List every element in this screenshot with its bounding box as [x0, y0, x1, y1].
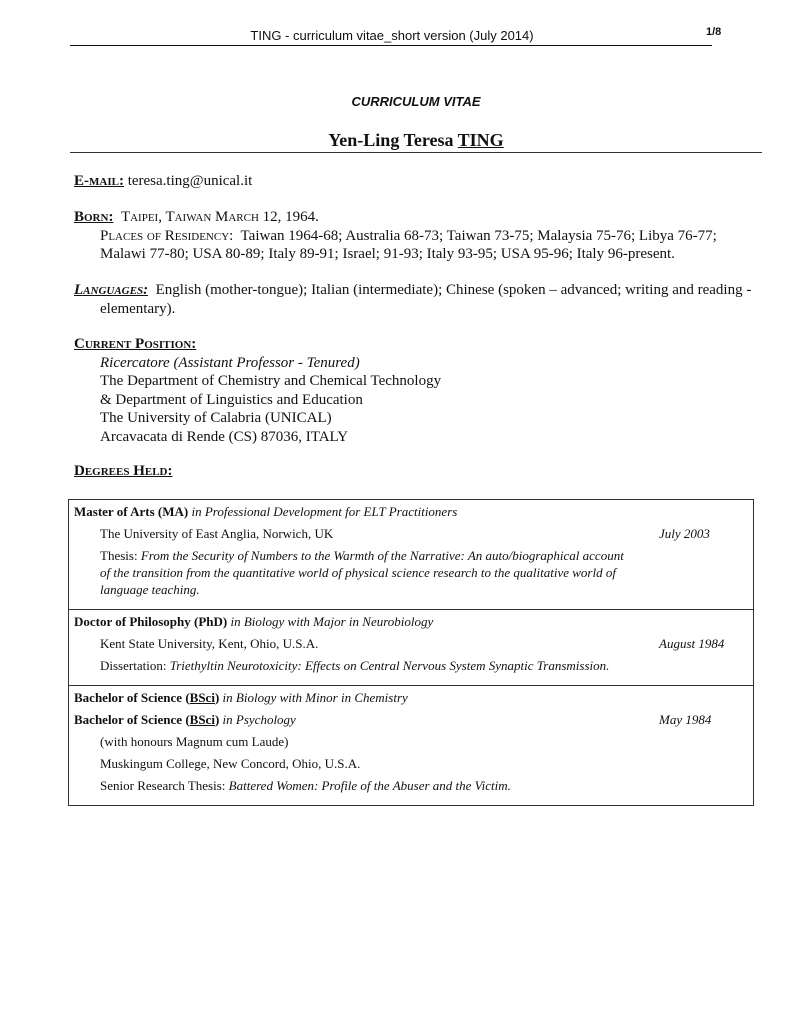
email-label: E-mail: [74, 173, 124, 189]
residency-label: Places of Residency: [100, 227, 234, 244]
running-header: TING - curriculum vitae_short version (July 2014) [250, 28, 534, 43]
bsc1-title-c: ) [214, 690, 220, 705]
languages-label: Languages: [74, 282, 149, 298]
position-dept-1: The Department of Chemistry and Chemical Technology [100, 373, 442, 389]
page-number: 1/8 [706, 26, 722, 38]
person-name [0, 130, 791, 151]
degrees-table [68, 499, 754, 806]
header-divider [70, 45, 712, 46]
bsc1-field: in Biology with Minor in Chemistry [222, 690, 408, 705]
position-university: The University of Calabria (UNICAL) [100, 410, 332, 426]
bsc2-title-b: BSci [189, 712, 215, 727]
ma-title: Master of Arts (MA) [74, 504, 189, 519]
document-heading: CURRICULUM VITAE [351, 94, 481, 109]
ma-thesis: From the Security of Numbers to the Warmth of the Narrative: An auto/biographical account of the transition from the quantitative world of physical science research to the qualitative world of language teaching. [100, 548, 624, 597]
bsc2-title-a: Bachelor of Science ( [74, 712, 190, 727]
bsc-honours: (with honours Magnum cum Laude) [100, 734, 289, 749]
ma-field: in Professional Development for ELT Practitioners [191, 504, 458, 519]
bsc1-title-a: Bachelor of Science ( [74, 690, 190, 705]
degrees-heading [74, 462, 173, 481]
ma-thesis-label: Thesis: [100, 548, 138, 563]
ma-institution: The University of East Anglia, Norwich, UK [100, 526, 334, 541]
name-first: Yen-Ling Teresa [328, 130, 458, 150]
degree-row-ma [69, 500, 754, 610]
born-value: Taipei, Taiwan March 12, 1964. [120, 209, 319, 225]
bsc-institution: Muskingum College, New Concord, Ohio, U.S.A. [100, 756, 361, 771]
name-divider [70, 152, 762, 153]
email-value: teresa.ting@unical.it [127, 173, 253, 189]
bsc1-title-b: BSci [189, 690, 215, 705]
position-section [74, 335, 441, 446]
phd-institution: Kent State University, Kent, Ohio, U.S.A. [100, 636, 319, 651]
degree-row-phd [69, 610, 754, 686]
residency-value: Taiwan 1964-68; Australia 68-73; Taiwan 73-75; Malaysia 75-76; Libya 76-77; Malawi 77-80; USA 80-89; Italy 89-91; Israel; 91-93; Italy 93-95; USA 95-96; Italy 96-present. [100, 227, 717, 262]
phd-thesis: Triethyltin Neurotoxicity: Effects on Central Nervous System Synaptic Transmission. [169, 658, 610, 673]
bsc2-title-c: ) [214, 712, 220, 727]
born-section [74, 208, 756, 264]
phd-date: August 1984 [659, 636, 725, 651]
ma-date: July 2003 [659, 526, 710, 541]
position-dept-2: & Department of Linguistics and Education [100, 391, 363, 408]
born-label: Born: [74, 209, 114, 225]
degree-row-bsc [69, 686, 754, 806]
phd-field: in Biology with Major in Neurobiology [230, 614, 434, 629]
phd-thesis-label: Dissertation: [100, 658, 167, 673]
phd-title: Doctor of Philosophy (PhD) [74, 614, 228, 629]
languages-value: English (mother-tongue); Italian (intermediate); Chinese (spoken – advanced; writing and reading - elementary). [100, 282, 752, 317]
position-title: Ricercatore (Assistant Professor - Tenured) [100, 354, 360, 371]
name-last: TING [457, 130, 504, 150]
bsc2-field: in Psychology [222, 712, 296, 727]
degrees-label: Degrees Held: [74, 463, 173, 479]
bsc-date: May 1984 [659, 712, 712, 727]
bsc-thesis-label: Senior Research Thesis: [100, 778, 226, 793]
languages-section [74, 281, 756, 318]
position-address: Arcavacata di Rende (CS) 87036, ITALY [100, 428, 349, 445]
bsc-thesis: Battered Women: Profile of the Abuser and the Victim. [228, 778, 511, 793]
position-label: Current Position: [74, 336, 197, 352]
email-section [74, 172, 252, 191]
